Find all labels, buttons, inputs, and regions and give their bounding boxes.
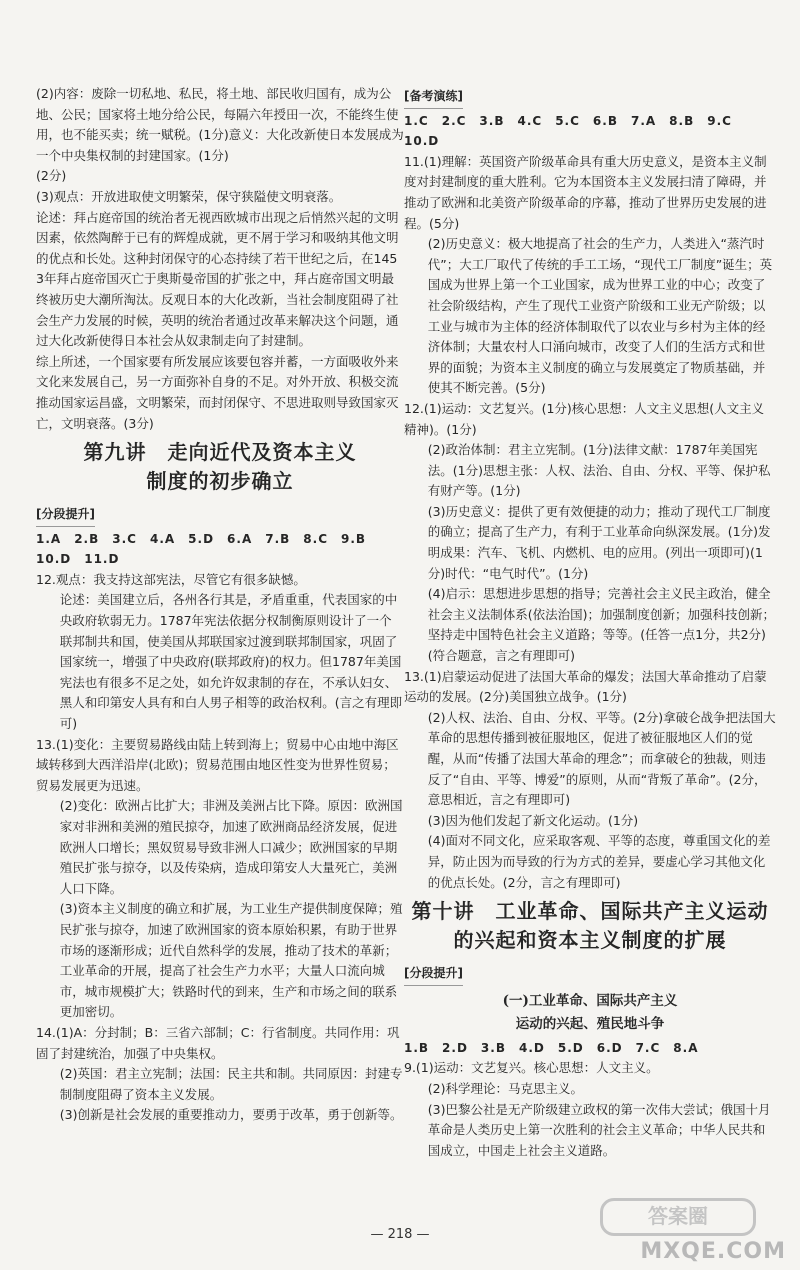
question-13-part1: 13.(1)启蒙运动促进了法国大革命的爆发；法国大革命推动了启蒙运动的发展。(2分)美国独立战争。(1分): [404, 668, 767, 705]
lecture-9-title-line2: 制度的初步确立: [146, 469, 294, 494]
subsection-title-line1: (一)工业革命、国际共产主义: [502, 992, 678, 1009]
question-12-discussion: 论述：美国建立后，各州各行其是，矛盾重重，代表国家的中央政府软弱无力。1787年宪法依据分权制衡原则设计了一个联邦制共和国，使美国从邦联国家过渡到联邦制国家，巩固了国家统一，增强了中央政府(联邦政府)的权力。但1787年美国宪法也有很多不足之处，如允许奴隶制的存在，不承认妇女、黑人和印第安人具有和白人男子相等的政治权利。(言之有理即可): [59, 592, 403, 732]
lecture-9-title-line1: 第九讲 走向近代及资本主义: [83, 440, 357, 465]
left-column: [36, 84, 404, 1126]
question-14-part3: (3)创新是社会发展的重要推动力，要勇于改革，勇于创新等。: [59, 1107, 403, 1123]
section-tag: [分段提升]: [404, 963, 463, 986]
question-13-part4: (4)面对不同文化，应采取客观、平等的态度，尊重国文化的差异，防止因为而导致的行为方式的差异，要虚心学习其他文化的优点长处。(2分，言之有理即可): [427, 833, 771, 890]
watermark-site: MXQE.COM: [640, 1239, 786, 1264]
answer-paragraph: (2分): [36, 168, 67, 184]
section-tag: [分段提升]: [36, 504, 95, 527]
section-tag: [备考演练]: [404, 86, 463, 109]
answer-key-line: 1.C 2.C 3.B 4.C 5.C 6.B 7.A 8.B 9.C: [404, 113, 732, 128]
answer-key-line: 10.D 11.D: [36, 552, 120, 567]
answer-key-line: 1.B 2.D 3.B 4.D 5.D 6.D 7.C 8.A: [404, 1040, 699, 1055]
answer-key-line: 1.A 2.B 3.C 4.A 5.D 6.A 7.B 8.C 9.B: [36, 531, 367, 546]
answer-paragraph: 论述：拜占庭帝国的统治者无视西欧城市出现之后悄然兴起的文明因素，依然陶醉于已有的辉煌成就，更不屑于学习和吸纳其他文明的优点和长处。这种封闭保守的心态持续了若干世纪之后，在1453年拜占庭帝国灭亡于奥斯曼帝国的扩张之中，拜占庭帝国文明最终被历史大潮所淘汰。反观日本的大化改新，当社会制度阻碍了社会生产力发展的时候，英明的统治者通过改革来解决这个问题，通过大化改新使得日本社会从奴隶制走向了封建制。: [36, 209, 399, 349]
lecture-10-title-line2: 的兴起和资本主义制度的扩展: [453, 928, 727, 953]
question-12-part2: (2)政治体制：君主立宪制。(1分)法律文献：1787年美国宪法。(1分)思想主张：人权、法治、自由、分权、平等、保护私有财产等。(1分): [427, 442, 771, 499]
lecture-10-heading: [404, 897, 776, 955]
lecture-10-title-line1: 第十讲 工业革命、国际共产主义运动: [411, 899, 769, 924]
watermark-logo: 答案圈: [600, 1198, 756, 1236]
question-13-part3: (3)资本主义制度的确立和扩展，为工业生产提供制度保障；殖民扩张与掠夺，加速了欧洲国家的资本原始积累，有助于世界市场的逐渐形成；近代自然科学的发展，推动了技术的革新；工业革命的开展，提高了社会生产力水平；大量人口流向城市，城市规模扩大；铁路时代的到来，生产和市场之间的联系更加密切。: [59, 901, 403, 1020]
lecture-9-heading: [36, 438, 404, 496]
right-column: [404, 84, 776, 1161]
question-12: 12.观点：我支持这部宪法，尽管它有很多缺憾。: [36, 571, 306, 587]
question-14-part1: 14.(1)A：分封制；B：三省六部制；C：行省制度。共同作用：巩固了封建统治，加强了中央集权。: [36, 1024, 400, 1061]
answer-paragraph: 综上所述，一个国家要有所发展应该要包容并蓄，一方面吸收外来文化来发展自己，另一方面弥补自身的不足。对外开放、积极交流推动国家运昌盛，文明繁荣，而封闭保守、不思进取则导致国家灭亡，文明衰落。(3分): [36, 353, 399, 431]
subsection-title-line2: 运动的兴起、殖民地斗争: [515, 1015, 665, 1032]
question-11-part2: (2)历史意义：极大地提高了社会的生产力，人类进入“蒸汽时代”；大工厂取代了传统的手工工场，“现代工厂制度”诞生；英国成为世界上第一个工业国家，成为世界工业的中心；改变了社会阶级结构，产生了现代工业资产阶级和工业无产阶级；以工业与城市为主体的经济体制取代了以农业与乡村为主体的经济体制；大量农村人口涌向城市，改变了人们的生活方式和世界的面貌；为资本主义制度的确立与发展奠定了物质基础，并使其不断完善。(5分): [427, 236, 773, 396]
question-12-part4: (4)启示：思想进步思想的指导；完善社会主义民主政治，健全社会主义法制体系(依法治国)；加强制度创新；加强科技创新；坚持走中国特色社会主义道路；等等。(任答一点1分，共2分)(符合题意，言之有理即可): [427, 586, 776, 664]
question-9-part3: (3)巴黎公社是无产阶级建立政权的第一次伟大尝试；俄国十月革命是人类历史上第一次胜利的社会主义革命；中华人民共和国成立，中国走上社会主义道路。: [427, 1101, 771, 1158]
question-14-part2: (2)英国：君主立宪制；法国：民主共和制。共同原因：封建专制制度阻碍了资本主义发展。: [59, 1066, 403, 1102]
question-13-part2: (2)变化：欧洲占比扩大；非洲及美洲占比下降。原因：欧洲国家对非洲和美洲的殖民掠夺，加速了欧洲商品经济发展，促进欧洲人口增长；黑奴贸易导致非洲人口减少；欧洲国家的早期殖民扩张与掠夺，以及传染病，造成印第安人大量死亡，美洲人口下降。: [59, 798, 403, 896]
question-12-part1: 12.(1)运动：文艺复兴。(1分)核心思想：人文主义思想(人文主义精神)。(1分): [404, 400, 765, 437]
question-9-part1: 9.(1)运动：文艺复兴。核心思想：人文主义。: [404, 1060, 659, 1076]
answer-paragraph: (3)观点：开放进取使文明繁荣，保守狭隘使文明衰落。: [36, 188, 342, 204]
question-13-part3: (3)因为他们发起了新文化运动。(1分): [427, 812, 639, 828]
answer-paragraph: (2)内容：废除一切私地、私民，将土地、部民收归国有，成为公地、公民；国家将土地分给公民，每隔六年授田一次，不能终生使用，也不能买卖；统一赋税。(1分)意义：大化改新使日本发展成为一个中央集权制的封建国家。(1分): [36, 86, 404, 163]
question-12-part3: (3)历史意义：提供了更有效便捷的动力；推动了现代工厂制度的确立；提高了生产力，有利于工业革命向纵深发展。(1分)发明成果：汽车、飞机、内燃机、电的应用。(列出一项即可)(1分)时代：“电气时代”。(1分): [427, 503, 771, 581]
question-9-part2: (2)科学理论：马克思主义。: [427, 1080, 583, 1096]
question-13-part1: 13.(1)变化：主要贸易路线由陆上转到海上；贸易中心由地中海区域转移到大西洋沿岸(北欧)；贸易范围由地区性变为世界性贸易；贸易发展更为迅速。: [36, 736, 399, 793]
page-number: — 218 —: [370, 1227, 430, 1242]
answer-key-line: 10.D: [404, 134, 440, 149]
subsection-heading: [404, 990, 776, 1036]
question-13-part2: (2)人权、法治、自由、分权、平等。(2分)拿破仑战争把法国大革命的思想传播到被征服地区，促进了被征服地区人们的觉醒，从而“传播了法国大革命的理念”；而拿破仑的独裁，则违反了“自由、平等、博爱”的原则，从而“背叛了革命”。(2分，意思相近，言之有理即可): [427, 709, 776, 808]
question-11-part1: 11.(1)理解：英国资产阶级革命具有重大历史意义，是资本主义制度对封建制度的重大胜利。它为本国资本主义发展扫清了障碍，并推动了欧洲和北美资产阶级革命的序幕，推动了世界历史发展的进程。(5分): [404, 153, 767, 231]
